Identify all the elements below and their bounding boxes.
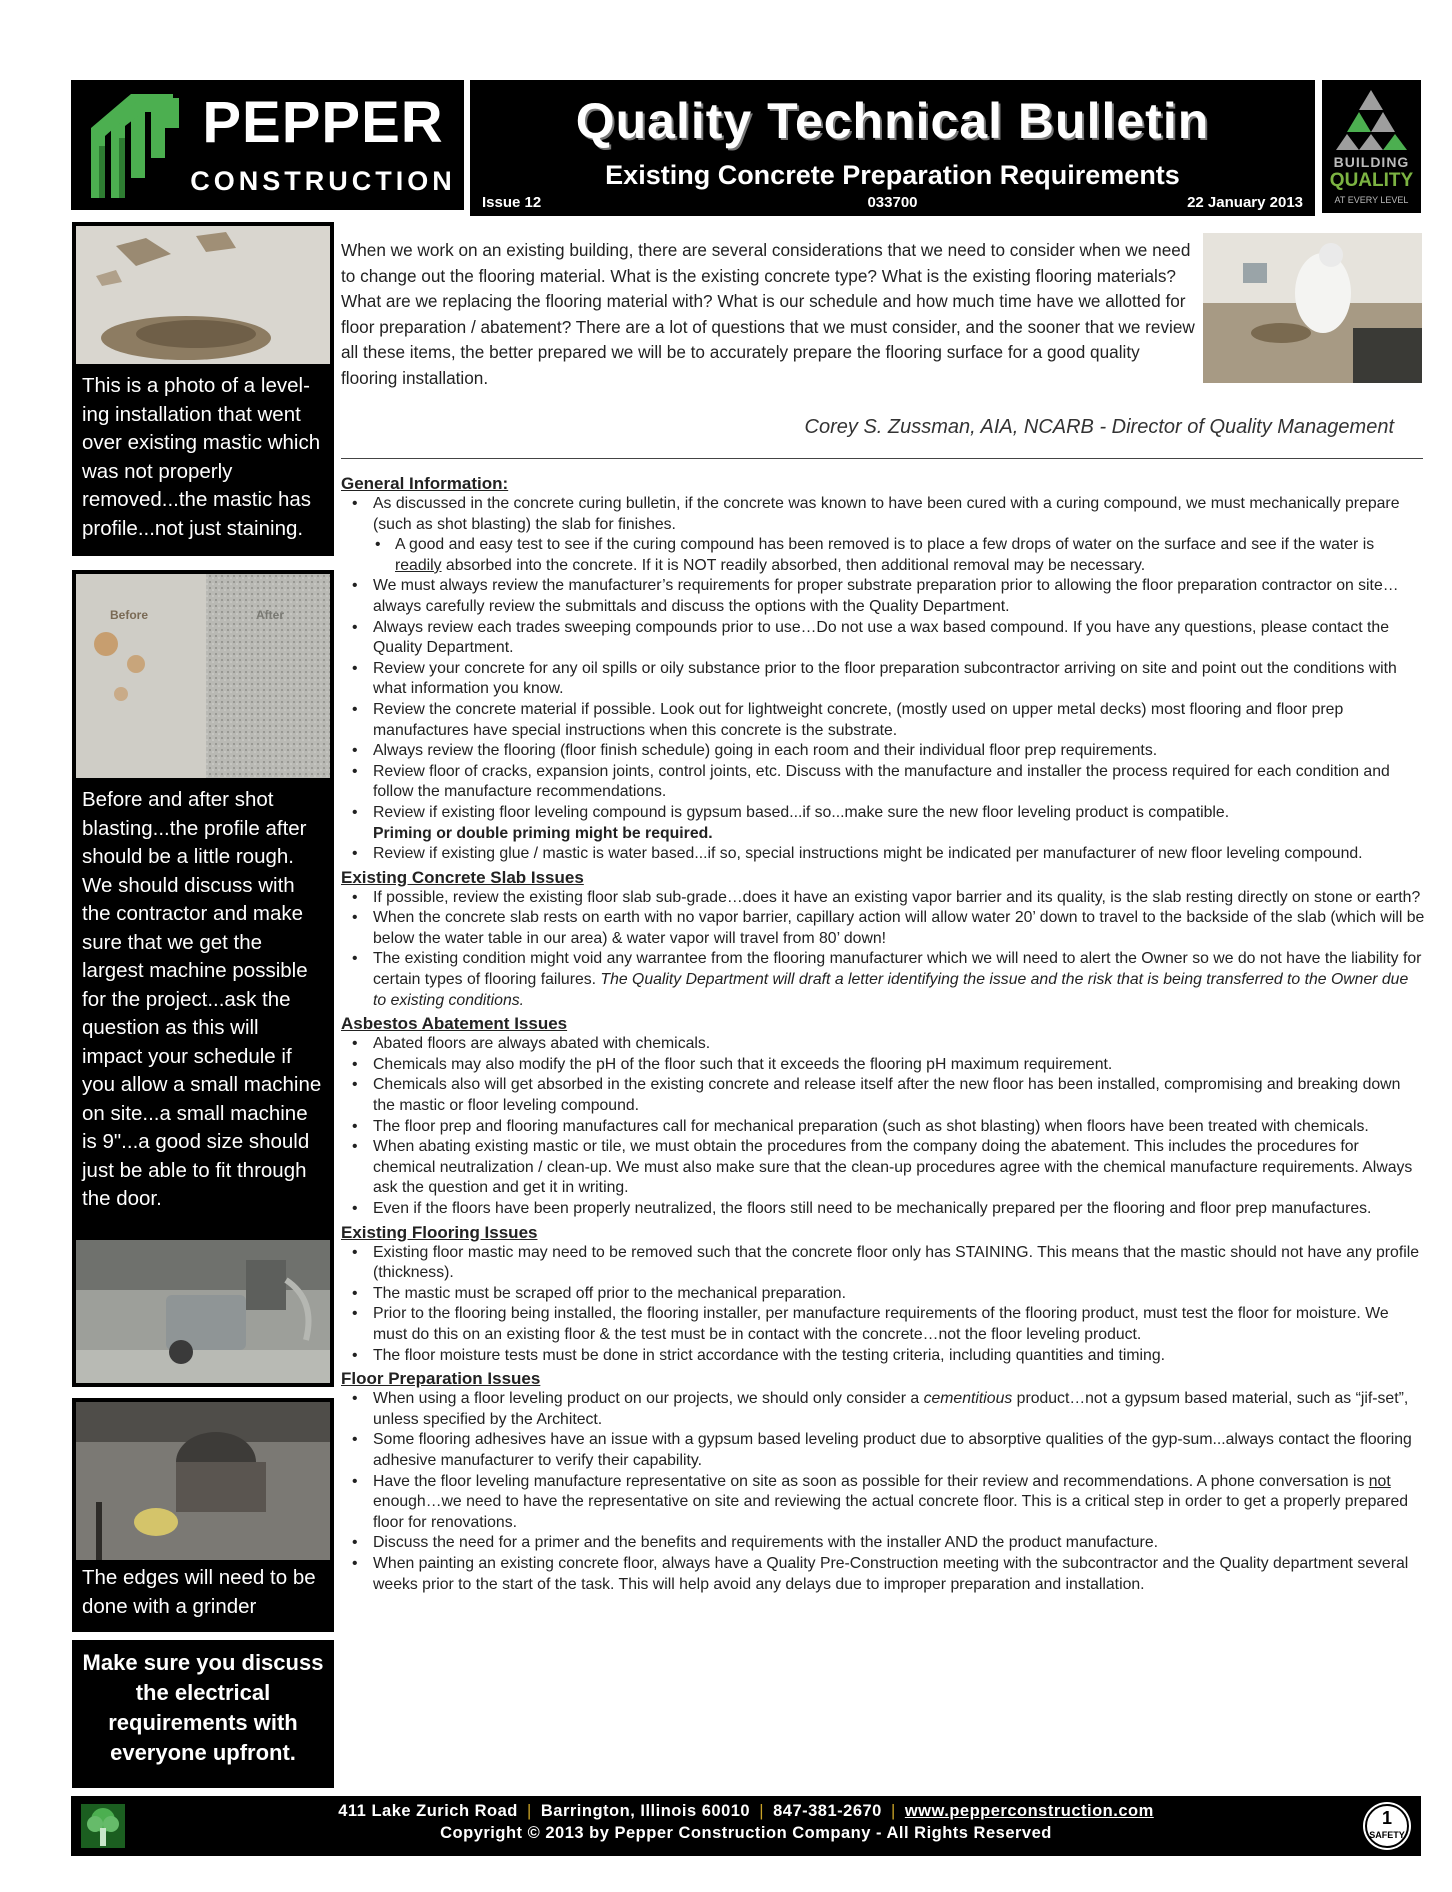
list-item: • Chemicals also will get absorbed in the existing concrete and release itself after the new floor has been installed, compromising and breaking down the mastic or floor leveling compound.: [341, 1075, 1425, 1116]
flooring-list: [341, 1243, 1425, 1367]
footer-address: 411 Lake Zurich Road: [338, 1802, 518, 1820]
list-item: • Even if the floors have been properly neutralized, the floors still need to be mechanically prepared per the flooring and floor prep manufactures.: [341, 1199, 1425, 1220]
building-quality-badge: [1322, 80, 1421, 213]
intro-paragraph: When we work on an existing building, there are several considerations that we need to consider when we need to change out the flooring material. What is the existing concrete type? What is the existing flooring materials? What are we replacing the flooring material with? What is our schedule and how much time have we allotted for floor preparation / abatement? There are a lot of questions that we must consider, and the sooner that we review all these items, the better prepared we will be to accurately prepare the flooring surface for a good quality flooring installation.: [341, 240, 1195, 388]
list-item: • Always review the flooring (floor finish schedule) going in each room and their individual floor prep requirements.: [341, 741, 1425, 762]
spec-section-code: 033700: [867, 194, 918, 211]
list-item: • If possible, review the existing floor slab sub-grade…does it have an existing vapor barrier and its quality, is the slab resting directly on stone or earth?: [341, 888, 1425, 909]
divider: [341, 458, 1423, 459]
pepper-logo: [71, 80, 464, 210]
triangle-logo-icon: [1336, 88, 1407, 150]
logo-name: PEPPER: [202, 90, 444, 155]
footer-contact-line: 411 Lake Zurich Road | Barrington, Illinois 60010 | 847-381-2670 | www.pepperconstruction.com: [338, 1802, 1154, 1820]
list-item: • Discuss the need for a primer and the benefits and requirements with the installer AND the product manufacture.: [341, 1533, 1425, 1554]
list-item: • The mastic must be scraped off prior to the mechanical preparation.: [341, 1284, 1425, 1305]
badge-line-3: AT EVERY LEVEL: [1334, 195, 1409, 205]
list-item: • The floor moisture tests must be done in strict accordance with the testing criteria, including quantities and timing.: [341, 1346, 1425, 1367]
bulletin-title-block: [470, 80, 1315, 216]
list-item: • Review if existing floor leveling compound is gypsum based...if so...make sure the new floor leveling product is compatible. Priming or double priming might be required.: [341, 803, 1425, 844]
bulletin-body: [341, 473, 1425, 1595]
list-item: • Review your concrete for any oil spills or oily substance prior to the floor preparation subcontractor arriving on site and point out the conditions with what information you know.: [341, 659, 1425, 700]
list-item-sub: • A good and easy test to see if the curing compound has been removed is to place a few drops of water on the surface and see if the water is readily absorbed into the concrete. If it is NOT readily absorbed, then additional removal may be necessary.: [341, 535, 1425, 576]
list-item: • Review floor of cracks, expansion joints, control joints, etc. Discuss with the manufacture and installer the process required for each condition and follow the manufacture recommendations.: [341, 762, 1425, 803]
badge-line-2: QUALITY: [1329, 170, 1414, 191]
logo-subtitle: CONSTRUCTION: [190, 166, 456, 196]
abatement-worker-photo: [1203, 233, 1422, 383]
list-item: • Existing floor mastic may need to be removed such that the concrete floor only has STAINING. This means that the mastic should not have any profile (thickness).: [341, 1243, 1425, 1284]
bulletin-subtitle: Existing Concrete Preparation Requirements: [605, 160, 1180, 190]
slab-list: [341, 888, 1425, 1012]
badge-line-1: BUILDING: [1333, 154, 1410, 170]
caption-shot-blast: Before and after shot blasting...the profile after should be a little rough. We should discuss with the contractor and make sure that we get the largest machine possible for the project...ask the question as this will impact your schedule if you allow a small machine on site...a small machine is 9"...a good size should just be able to fit through the door.: [72, 782, 334, 1240]
pepper-logo-mark-icon: [81, 88, 187, 202]
list-item: • When abating existing mastic or tile, we must obtain the procedures from the company doing the abatement. This includes the procedures for chemical neutralization / clean-up. We must also make sure that the clean-up procedures agree with the chemical manufacture requirements. Always ask the question and get it in writing.: [341, 1137, 1425, 1199]
list-item: • Review the concrete material if possible. Look out for lightweight concrete, (mostly used on upper metal decks) most flooring and floor prep manufactures have special instructions when this concrete is the substrate.: [341, 700, 1425, 741]
after-label: After: [256, 608, 285, 622]
electrical-note: Make sure you discuss the electrical requirements with everyone upfront.: [72, 1640, 334, 1788]
section-title-asbestos: Asbestos Abatement Issues: [341, 1014, 568, 1034]
section-title-general: General Information:: [341, 474, 509, 493]
issue-number: Issue 12: [482, 194, 542, 211]
list-item: • When the concrete slab rests on earth with no vapor barrier, capillary action will allow water 20’ down to travel to the backside of the slab (which will be below the water table in our area) & water vapor will travel from 80’ down!: [341, 908, 1425, 949]
caption-grinder: The edges will need to be done with a grinder: [72, 1560, 334, 1632]
list-item: • Review if existing glue / mastic is water based...if so, special instructions might be indicated per manufacturer of new floor leveling compound.: [341, 844, 1425, 865]
issue-date: 22 January 2013: [1187, 194, 1303, 211]
asbestos-list: [341, 1034, 1425, 1219]
list-item: • Prior to the flooring being installed, the flooring installer, per manufacture requirements of the flooring product, must test the floor for moisture. We must do this on an existing floor & the test must be in contact with the concrete…not the floor leveling product.: [341, 1304, 1425, 1345]
list-item: • Abated floors are always abated with chemicals.: [341, 1034, 1425, 1055]
list-item: • We must always review the manufacturer’s requirements for proper substrate preparation prior to allowing the floor preparation contractor on site…always carefully review the submittals and discuss the options with the Quality Department.: [341, 576, 1425, 617]
list-item: • Chemicals may also modify the pH of the floor such that it exceeds the flooring pH maximum requirement.: [341, 1055, 1425, 1076]
mastic-photo: [72, 222, 334, 368]
section-title-prep: Floor Preparation Issues: [341, 1369, 541, 1389]
svg-text:1: 1: [1381, 1808, 1393, 1828]
footer-city: Barrington, Illinois 60010: [540, 1802, 751, 1820]
section-title-flooring: Existing Flooring Issues: [341, 1222, 538, 1242]
grinder-image: [76, 1402, 330, 1564]
list-item: • When using a floor leveling product on our projects, we should only consider a cementitious product…not a gypsum based material, such as “jif-set”, unless specified by the Architect.: [341, 1389, 1425, 1430]
shot-blast-photo: [72, 570, 334, 782]
shot-blaster-machine-photo: [72, 1236, 334, 1387]
prep-list: [341, 1389, 1425, 1595]
general-list: [341, 494, 1425, 865]
priming-note: Priming or double priming might be required.: [373, 824, 713, 842]
footer: [71, 1796, 1421, 1856]
abatement-worker-image: [1203, 233, 1422, 383]
safety-first-icon: [1361, 1800, 1413, 1852]
author-signature: Corey S. Zussman, AIA, NCARB - Director of Quality Management: [804, 416, 1394, 438]
list-item: • As discussed in the concrete curing bulletin, if the concrete was known to have been cured with a curing compound, we must mechanically prepare (such as shot blasting) the slab for finishes.: [341, 494, 1425, 535]
footer-copyright: Copyright © 2013 by Pepper Construction Company - All Rights Reserved: [440, 1824, 1052, 1842]
caption-mastic: This is a photo of a level-ing installation that went over existing mastic which was not properly removed...the mastic has profile...not just staining.: [72, 368, 334, 556]
list-item: • Always review each trades sweeping compounds prior to use…Do not use a wax based compound. If you have any questions, please contact the Quality Department.: [341, 618, 1425, 659]
section-title-slab: Existing Concrete Slab Issues: [341, 867, 584, 887]
svg-text:SAFETY: SAFETY: [1369, 1830, 1405, 1840]
shot-blast-image: [76, 574, 330, 778]
list-item: • Have the floor leveling manufacture representative on site as soon as possible for their review and recommendations. A phone conversation is not enough…we need to have the representative on site and reviewing the actual concrete floor. This is a critical step in order to get a properly prepared floor for renovations.: [341, 1472, 1425, 1534]
bulletin-title: Quality Technical Bulletin: [575, 93, 1210, 149]
before-label: Before: [110, 608, 149, 622]
footer-phone: 847-381-2670: [773, 1802, 882, 1820]
shot-blaster-image: [76, 1240, 330, 1383]
mastic-photo-image: [76, 226, 330, 364]
list-item: • When painting an existing concrete floor, always have a Quality Pre-Construction meeting with the subcontractor and the Quality department several weeks prior to the start of the task. This will help avoid any delays due to improper preparation and installation.: [341, 1554, 1425, 1595]
list-item: • Some flooring adhesives have an issue with a gypsum based leveling product due to absorptive qualities of the gyp-sum...always contact the flooring adhesive manufacturer to verify their capability.: [341, 1430, 1425, 1471]
footer-website-link[interactable]: www.pepperconstruction.com: [904, 1802, 1154, 1820]
list-item: • The floor prep and flooring manufactures call for mechanical preparation (such as shot blasting) when floors have been treated with chemicals.: [341, 1117, 1425, 1138]
grinder-photo: [72, 1398, 334, 1568]
list-item: • The existing condition might void any warrantee from the flooring manufacturer which we will need to alert the Owner so we do not have the liability for certain types of flooring failures. The Quality Department will draft a letter identifying the issue and the risk that is being transferred to the Owner due to existing conditions.: [341, 949, 1425, 1011]
